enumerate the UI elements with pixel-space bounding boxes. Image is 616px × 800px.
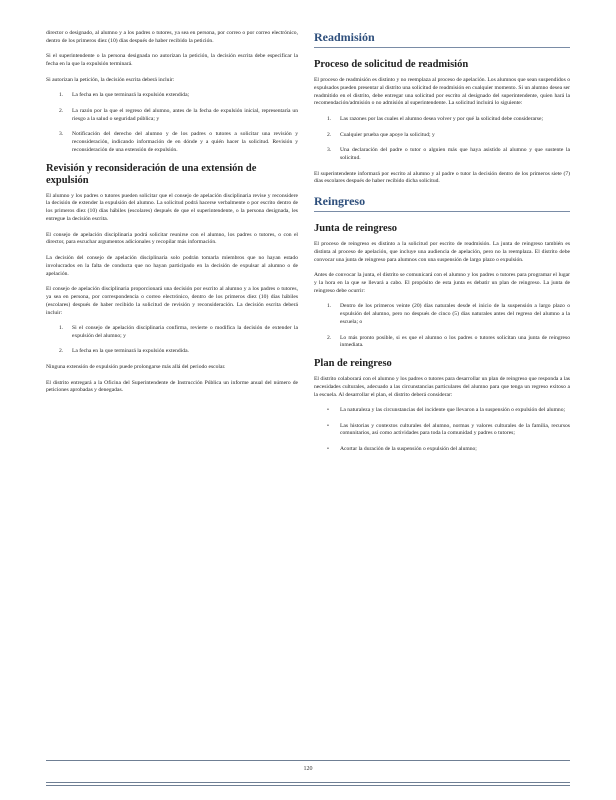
list-marker: 2.: [327, 131, 332, 138]
list-marker: 1.: [327, 303, 332, 310]
revision-heading: Revisión y reconsideración de una extensión de expulsión: [46, 162, 257, 186]
list-marker: 3.: [327, 147, 332, 154]
plan-paragraph-1: El distrito colaborará con el alumno y los padres o tutores para desarrollar un plan de reingreso que responda a las necesidades culturales, adecuado a las circunstancias particulares del alumno para que tenga un regreso exitoso a la escuela. Al desarrollar el plan, el distrito deberá considerar:: [314, 375, 570, 398]
revision-paragraph-2: El consejo de apelación disciplinaria podrá solicitar reunirse con el alumno, los padres o tutores, o con el director, para escuchar argumentos adicionales y recopilar más información.: [46, 231, 298, 246]
list-marker: 2.: [59, 107, 64, 114]
plan-heading: Plan de reingreso: [314, 357, 392, 369]
proceso-heading: Proceso de solicitud de readmisión: [314, 59, 469, 70]
intro-paragraph: director o designado, al alumno y a los padres o tutores, ya sea en persona, por correo o por correo electrónico, dentro de los primeros diez (10) días después de haber recibido la petición.: [46, 30, 298, 44]
list-item-text: La fecha en la que terminará la expulsión extendida.: [72, 348, 189, 355]
list-item: [314, 147, 570, 163]
list-item: [46, 131, 298, 154]
list-item-text: La razón por la que el regreso del alumno, antes de la fecha de expulsión inicial, representaría un riesgo a la salud o seguridad pública; y: [72, 107, 298, 122]
plan-list: [314, 407, 570, 454]
page-number: 120: [303, 766, 313, 772]
list-marker: 2.: [59, 348, 64, 355]
readmision-heading: Readmisión: [314, 30, 570, 48]
proceso-paragraph-1: El proceso de readmisión es distinto y no reemplaza al proceso de apelación. Los alumnos que sean suspendidos o expulsados pueden presentar al distrito una solicitud de readmisión en cualquier momento. Si un alumno desea ser readmitido en el distrito, debe entregar una solicitud por escrito al designado del superintendente, quien hará la recomendación/admisión o no admisión al superintendente. La solicitud incluirá lo siguiente:: [314, 77, 570, 107]
list-item: [314, 116, 570, 124]
list-marker: 3.: [59, 131, 64, 138]
right-column: [314, 30, 570, 462]
list-item: [314, 335, 570, 351]
junta-paragraph-1: El proceso de reingreso es distinto a la solicitud por escrito de readmisión. La junta de reingreso también es distinta al proceso de apelación, que incluye una audiencia de apelación, pero no la reemplaza. El distrito debe convocar una junta de reingreso para alumnos con una suspensión de largo plazo o expulsión.: [314, 240, 570, 263]
list-item: [314, 303, 570, 326]
no-authorize-paragraph: Si el superintendente o la persona designada no autorizan la petición, la decisión escrita debe especificar la fecha en la que la expulsión terminará.: [46, 53, 298, 68]
authorize-list: [46, 92, 298, 154]
revision-paragraph-3: La decisión del consejo de apelación disciplinaria solo podrán tomarla miembros que no hayan estado involucrados en la falta de conducta que no hayan participado en la decisión de expulsar al alumno o de apelación.: [46, 254, 298, 277]
list-marker: 1.: [327, 115, 332, 122]
list-item: [46, 92, 298, 100]
list-marker: 1.: [59, 92, 64, 99]
list-item-text: Las historias y contextos culturales del alumno, normas y valores culturales de la familia, recursos comunitarios, así como actividades para toda la comunidad y padres o tutores;: [340, 422, 570, 437]
list-item: [314, 446, 570, 454]
authorize-intro-paragraph: Si autorizan la petición, la decisión escrita deberá incluir:: [46, 76, 175, 83]
proceso-list: [314, 116, 570, 163]
list-item-text: Cualquier prueba que apoye la solicitud; y: [340, 131, 435, 138]
junta-paragraph-2: Antes de convocar la junta, el distrito se comunicará con el alumno y los padres o tutores para programar el lugar y la hora en la que se llevará a cabo. El propósito de esta junta es debatir un plan de reingreso. La junta de reingreso debe ocurrir:: [314, 272, 570, 294]
ninguna-paragraph: Ninguna extensión de expulsión puede prolongarse más allá del periodo escolar.: [46, 364, 226, 371]
distrito-paragraph: El distrito entregará a la Oficina del Superintendente de Instrucción Pública un informe anual del número de peticiones aprobadas y denegadas.: [46, 379, 298, 394]
list-marker: 2.: [327, 334, 332, 341]
revision-paragraph-4: El consejo de apelación disciplinaria proporcionará una decisión por escrito al alumno y a los padres o tutores, ya sea en persona, por correspondencia o correo electrónico, dentro de los primeros diez (10) días hábiles (escolares) después de haber recibido la solicitud de revisión y reconsideración. La decisión escrita deberá incluir:: [46, 286, 298, 316]
list-item: [314, 132, 570, 140]
footer-rule-bottom: [46, 785, 570, 786]
list-item-text: Acortar la duración de la suspensión o expulsión del alumno;: [340, 446, 477, 453]
list-item-text: Las razones por las cuales el alumno desea volver y por qué la solicitud debe considerarse;: [340, 115, 544, 122]
footer-rule-lower: [46, 782, 570, 783]
list-item-text: Si el consejo de apelación disciplinaria confirma, revierte o modifica la decisión de extender la expulsión del alumno; y: [72, 325, 298, 339]
list-item-text: Dentro de los primeros veinte (20) días naturales desde el inicio de la suspensión a largo plazo o expulsión del alumno, pero no después de cinco (5) días naturales antes del regreso del alumno a la escuela; o: [340, 303, 570, 325]
bullet-marker: •: [327, 407, 329, 414]
revision-paragraph-1: El alumno y los padres o tutores pueden solicitar que el consejo de apelación disciplinaria revise y reconsidere la decisión de extender la expulsión del alumno. La solicitud podrá hacerse verbalmente o por escrito dentro de los primeros diez (10) días hábiles (escolares) después de que el superintendente, o la persona designada, les entregue la decisión escrita.: [46, 192, 298, 222]
bullet-marker: •: [327, 446, 329, 453]
list-item: [46, 348, 298, 356]
reingreso-heading: Reingreso: [314, 194, 570, 212]
left-column: [46, 30, 298, 403]
list-item: [314, 407, 570, 415]
list-item-text: La fecha en la que terminará la expulsión extendida;: [72, 92, 190, 99]
junta-list: [314, 303, 570, 350]
list-item: [46, 325, 298, 341]
list-item-text: La naturaleza y las circunstancias del incidente que llevaron a la suspensión o expulsión del alumno;: [340, 407, 566, 414]
list-item: [314, 423, 570, 439]
bullet-marker: •: [327, 422, 329, 429]
footer-rule: [46, 760, 570, 761]
decision-list: [46, 325, 298, 356]
list-marker: 1.: [59, 325, 64, 332]
list-item-text: Notificación del derecho del alumno y de los padres o tutores a solicitar una revisión y reconsideración, indicando información de en dónde y a quién hacer la solicitud. Revisión y reconsideración de una extensión de expulsión.: [72, 131, 298, 153]
proceso-paragraph-2: El superintendente informará por escrito al alumno y al padre o tutor la decisión dentro de los primeros siete (7) días escolares después de haber recibido dicha solicitud.: [314, 170, 570, 185]
list-item-text: Lo más pronto posible, si es que el alumno o los padres o tutores solicitan una junta de reingreso inmediata.: [340, 334, 570, 349]
list-item-text: Una declaración del padre o tutor o alguien más que haya asistido al alumno y que sustente la solicitud.: [340, 147, 570, 161]
junta-heading: Junta de reingreso: [314, 222, 398, 234]
list-item: [46, 108, 298, 124]
